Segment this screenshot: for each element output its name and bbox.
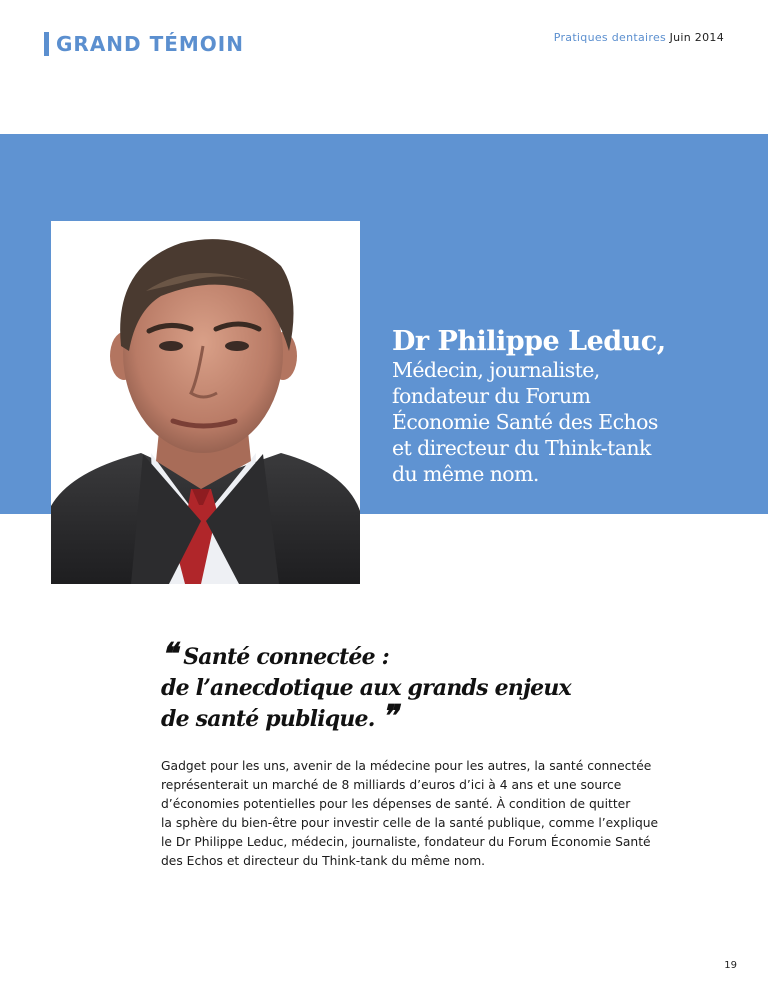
intro-line: la sphère du bien-être pour investir celle de la santé publique, comme l’explique	[161, 816, 659, 830]
portrait-illustration	[51, 221, 360, 584]
close-quote-icon: ❞	[381, 699, 397, 734]
description-line: et directeur du Think-tank	[392, 436, 651, 460]
person-description	[392, 357, 752, 487]
quote-line-3	[161, 699, 721, 735]
section-bar	[44, 32, 49, 56]
description-line: du même nom.	[392, 462, 539, 486]
description-line: Économie Santé des Echos	[392, 410, 658, 434]
quote-line-2	[161, 673, 721, 704]
quote-line-1	[161, 637, 721, 673]
pull-quote	[161, 637, 721, 735]
description-line: fondateur du Forum	[392, 384, 591, 408]
intro-line: d’économies potentielles pour les dépenses de santé. À condition de quitter	[161, 797, 631, 811]
open-quote-icon: ❝	[161, 637, 177, 672]
quote-text: de l’anecdotique aux grands enjeux	[161, 675, 571, 701]
description-line: Médecin, journaliste,	[392, 358, 600, 382]
issue-date: Juin 2014	[669, 31, 724, 44]
portrait-photo	[51, 221, 360, 584]
quote-text: de santé publique.	[161, 706, 375, 732]
section-title: GRAND TÉMOIN	[56, 32, 244, 56]
intro-line: des Echos et directeur du Think-tank du même nom.	[161, 854, 486, 868]
page-number: 19	[724, 960, 737, 971]
intro-line: le Dr Philippe Leduc, médecin, journaliste, fondateur du Forum Économie Santé	[161, 835, 651, 849]
person-name: Dr Philippe Leduc,	[392, 326, 666, 357]
section-tag	[44, 32, 244, 56]
intro-paragraph	[161, 757, 721, 871]
publication-name: Pratiques dentaires	[553, 31, 667, 44]
intro-line: représenterait un marché de 8 milliards d’euros d’ici à 4 ans et une source	[161, 778, 622, 792]
intro-line: Gadget pour les uns, avenir de la médecine pour les autres, la santé connectée	[161, 759, 652, 773]
running-header	[554, 31, 724, 44]
quote-text: Santé connectée :	[183, 644, 389, 670]
